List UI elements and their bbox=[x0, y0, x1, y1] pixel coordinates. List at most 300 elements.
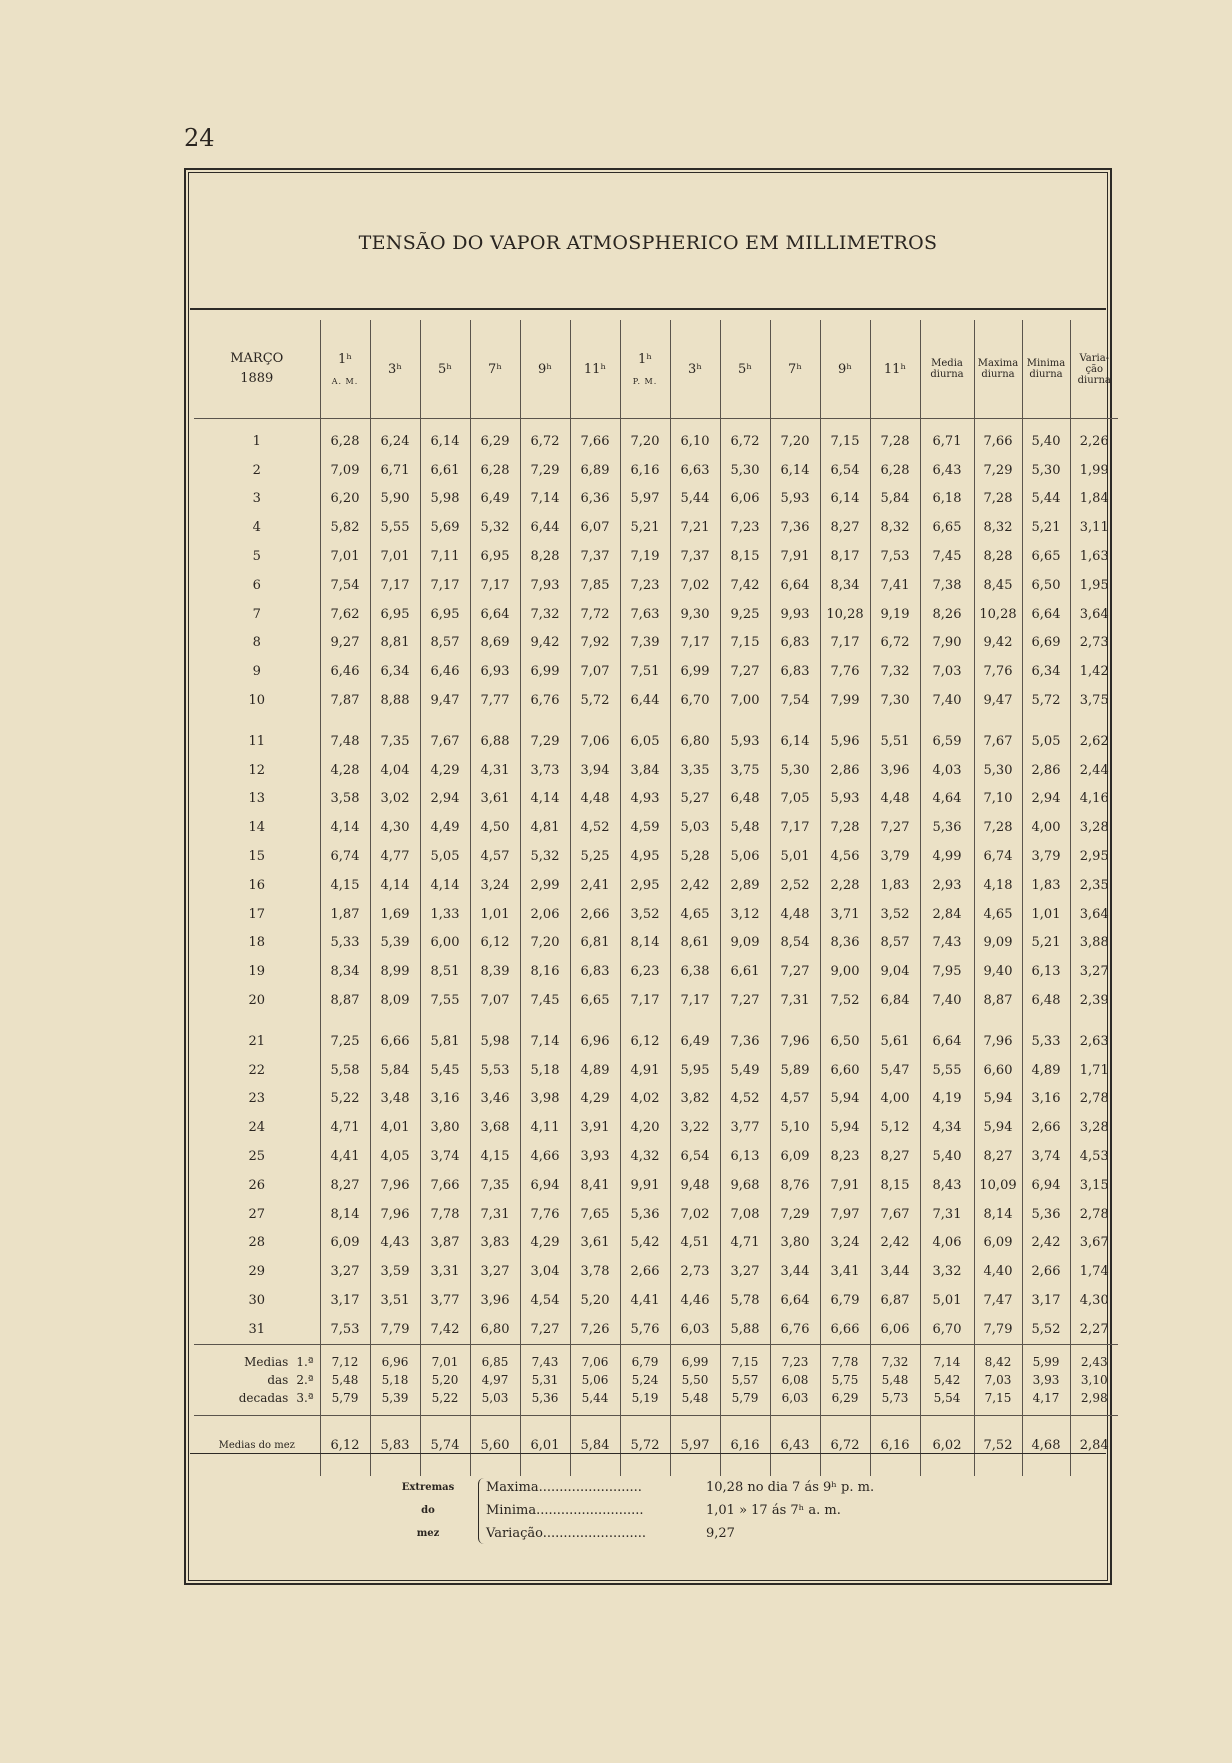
medias-mez-row bbox=[194, 1415, 1118, 1476]
value-cell: 9,09 bbox=[720, 929, 770, 958]
day-cell: 30 bbox=[248, 1293, 266, 1308]
table-row bbox=[194, 986, 1118, 1015]
decade-value: 6,03 bbox=[781, 1390, 809, 1405]
value-cell: 4,52 bbox=[570, 813, 620, 842]
value-cell: 4,59 bbox=[620, 813, 670, 842]
value-cell: 7,45 bbox=[920, 542, 974, 571]
value-cell: 5,39 bbox=[370, 929, 420, 958]
table-row bbox=[194, 1142, 1118, 1171]
value-cell: 6,61 bbox=[720, 957, 770, 986]
value-cell: 3,35 bbox=[670, 756, 720, 785]
value-cell: 4,91 bbox=[620, 1056, 670, 1085]
day-cell: 25 bbox=[248, 1149, 266, 1165]
gap-cell bbox=[670, 1015, 720, 1027]
value-cell: 5,01 bbox=[770, 842, 820, 871]
decade-values-cell bbox=[420, 1344, 470, 1415]
gap-cell bbox=[1070, 1015, 1118, 1027]
value-cell: 4,00 bbox=[870, 1085, 920, 1114]
value-cell: 7,28 bbox=[974, 813, 1022, 842]
table-row bbox=[194, 419, 1118, 456]
value-cell: 7,55 bbox=[420, 986, 470, 1015]
value-cell: 7,07 bbox=[470, 986, 520, 1015]
value-cell: 7,17 bbox=[770, 813, 820, 842]
value-cell: 6,64 bbox=[470, 600, 520, 629]
value-cell: 4,15 bbox=[320, 871, 370, 900]
value-cell: 8,32 bbox=[870, 513, 920, 542]
value-cell: 6,64 bbox=[1022, 600, 1070, 629]
gap-cell bbox=[770, 1015, 820, 1027]
day-cell: 6 bbox=[252, 577, 261, 593]
value-cell: 7,35 bbox=[370, 727, 420, 756]
value-cell: 5,44 bbox=[670, 485, 720, 514]
value-cell: 8,69 bbox=[470, 629, 520, 658]
value-cell: 5,98 bbox=[420, 485, 470, 514]
value-cell: 6,64 bbox=[770, 1286, 820, 1315]
value-cell: 3,93 bbox=[570, 1142, 620, 1171]
value-cell: 5,21 bbox=[620, 513, 670, 542]
value-cell: 3,75 bbox=[1070, 686, 1118, 715]
medias-word: das bbox=[267, 1372, 289, 1387]
value-cell: 6,13 bbox=[1022, 957, 1070, 986]
day-cell: 24 bbox=[248, 1120, 266, 1136]
value-cell: 6,93 bbox=[470, 657, 520, 686]
value-cell: 6,43 bbox=[920, 456, 974, 485]
value-cell: 5,45 bbox=[420, 1056, 470, 1085]
gap-cell bbox=[820, 715, 870, 727]
value-cell: 4,65 bbox=[670, 900, 720, 929]
value-cell: 6,60 bbox=[974, 1056, 1022, 1085]
value-cell: 6,44 bbox=[520, 513, 570, 542]
table-frame bbox=[184, 168, 1112, 1585]
value-cell: 5,30 bbox=[720, 456, 770, 485]
value-cell: 8,99 bbox=[370, 957, 420, 986]
value-cell: 2,78 bbox=[1070, 1085, 1118, 1114]
medias-word: decadas bbox=[238, 1390, 289, 1405]
decade-value: 5,50 bbox=[681, 1372, 709, 1387]
value-cell: 7,40 bbox=[920, 986, 974, 1015]
value-cell: 6,36 bbox=[570, 485, 620, 514]
value-cell: 5,93 bbox=[820, 785, 870, 814]
value-cell: 7,20 bbox=[770, 419, 820, 456]
value-cell: 4,29 bbox=[520, 1229, 570, 1258]
decade-value: 6,29 bbox=[831, 1390, 859, 1405]
value-cell: 9,30 bbox=[670, 600, 720, 629]
value-cell: 4,01 bbox=[370, 1113, 420, 1142]
value-cell: 6,07 bbox=[570, 513, 620, 542]
value-cell: 6,49 bbox=[670, 1027, 720, 1056]
gap-cell bbox=[720, 1015, 770, 1027]
value-cell: 7,28 bbox=[820, 813, 870, 842]
value-cell: 7,27 bbox=[870, 813, 920, 842]
decade-value: 5,79 bbox=[731, 1390, 759, 1405]
value-cell: 7,37 bbox=[670, 542, 720, 571]
value-cell: 7,87 bbox=[320, 686, 370, 715]
value-cell: 5,40 bbox=[1022, 419, 1070, 456]
value-cell: 8,51 bbox=[420, 957, 470, 986]
value-cell: 6,87 bbox=[870, 1286, 920, 1315]
value-cell: 6,71 bbox=[920, 419, 974, 456]
value-cell: 7,02 bbox=[670, 571, 720, 600]
value-cell: 8,54 bbox=[770, 929, 820, 958]
value-cell: 4,14 bbox=[420, 871, 470, 900]
extremas-label: mez bbox=[416, 1528, 440, 1539]
value-cell: 7,21 bbox=[670, 513, 720, 542]
value-cell: 7,79 bbox=[974, 1315, 1022, 1344]
value-cell: 4,30 bbox=[370, 813, 420, 842]
table-row bbox=[194, 929, 1118, 958]
value-cell: 8,34 bbox=[320, 957, 370, 986]
extremas-block bbox=[186, 1476, 1114, 1566]
table-row bbox=[194, 542, 1118, 571]
value-cell: 6,69 bbox=[1022, 629, 1070, 658]
value-cell: 5,03 bbox=[670, 813, 720, 842]
value-cell: 5,30 bbox=[1022, 456, 1070, 485]
value-cell: 4,54 bbox=[520, 1286, 570, 1315]
table-row bbox=[194, 1200, 1118, 1229]
value-cell: 5,88 bbox=[720, 1315, 770, 1344]
value-cell: 5,10 bbox=[770, 1113, 820, 1142]
value-cell: 4,34 bbox=[920, 1113, 974, 1142]
value-cell: 6,16 bbox=[620, 456, 670, 485]
medias-word: Medias bbox=[244, 1354, 289, 1369]
value-cell: 3,28 bbox=[1070, 1113, 1118, 1142]
value-cell: 7,10 bbox=[974, 785, 1022, 814]
value-cell: 8,34 bbox=[820, 571, 870, 600]
decade-value: 6,79 bbox=[631, 1354, 659, 1369]
value-cell: 4,81 bbox=[520, 813, 570, 842]
value-cell: 3,48 bbox=[370, 1085, 420, 1114]
decade-values-cell bbox=[770, 1344, 820, 1415]
table-row bbox=[194, 1229, 1118, 1258]
decade-value: 7,06 bbox=[581, 1354, 609, 1369]
value-cell: 3,11 bbox=[1070, 513, 1118, 542]
value-cell: 8,43 bbox=[920, 1171, 974, 1200]
value-cell: 7,29 bbox=[520, 456, 570, 485]
value-cell: 4,31 bbox=[470, 756, 520, 785]
value-cell: 6,74 bbox=[974, 842, 1022, 871]
maxima-value: 10,28 no dia 7 ás 9ʰ p. m. bbox=[706, 1480, 875, 1495]
value-cell: 4,29 bbox=[420, 756, 470, 785]
value-cell: 3,17 bbox=[1022, 1286, 1070, 1315]
decade-gap bbox=[194, 715, 1118, 727]
gap-cell bbox=[194, 1015, 320, 1027]
value-cell: 9,68 bbox=[720, 1171, 770, 1200]
value-cell: 4,30 bbox=[1070, 1286, 1118, 1315]
value-cell: 7,96 bbox=[370, 1171, 420, 1200]
value-cell: 7,17 bbox=[670, 986, 720, 1015]
value-cell: 4,53 bbox=[1070, 1142, 1118, 1171]
value-cell: 2,84 bbox=[920, 900, 974, 929]
value-cell: 6,54 bbox=[670, 1142, 720, 1171]
gap-cell bbox=[820, 1015, 870, 1027]
value-cell: 3,79 bbox=[870, 842, 920, 871]
value-cell: 9,00 bbox=[820, 957, 870, 986]
value-cell: 6,65 bbox=[570, 986, 620, 1015]
value-cell: 7,07 bbox=[570, 657, 620, 686]
value-cell: 7,29 bbox=[520, 727, 570, 756]
mez-value: 5,84 bbox=[570, 1415, 620, 1476]
decade-value: 6,08 bbox=[781, 1372, 809, 1387]
value-cell: 5,30 bbox=[974, 756, 1022, 785]
value-cell: 2,66 bbox=[570, 900, 620, 929]
value-cell: 1,84 bbox=[1070, 485, 1118, 514]
value-cell: 7,17 bbox=[470, 571, 520, 600]
value-cell: 8,28 bbox=[974, 542, 1022, 571]
value-cell: 4,71 bbox=[720, 1229, 770, 1258]
value-cell: 3,52 bbox=[870, 900, 920, 929]
value-cell: 8,76 bbox=[770, 1171, 820, 1200]
value-cell: 6,66 bbox=[370, 1027, 420, 1056]
value-cell: 7,67 bbox=[870, 1200, 920, 1229]
value-cell: 3,84 bbox=[620, 756, 670, 785]
value-cell: 2,42 bbox=[670, 871, 720, 900]
value-cell: 3,82 bbox=[670, 1085, 720, 1114]
day-cell: 7 bbox=[252, 606, 261, 622]
value-cell: 7,76 bbox=[520, 1200, 570, 1229]
value-cell: 4,99 bbox=[920, 842, 974, 871]
value-cell: 6,12 bbox=[620, 1027, 670, 1056]
value-cell: 6,03 bbox=[670, 1315, 720, 1344]
value-cell: 7,52 bbox=[820, 986, 870, 1015]
mez-value: 6,43 bbox=[770, 1415, 820, 1476]
value-cell: 2,73 bbox=[670, 1257, 720, 1286]
day-cell: 26 bbox=[248, 1177, 266, 1193]
value-cell: 6,06 bbox=[720, 485, 770, 514]
value-cell: 2,99 bbox=[520, 871, 570, 900]
value-cell: 6,29 bbox=[470, 419, 520, 456]
value-cell: 2,95 bbox=[620, 871, 670, 900]
hour-header: 11ʰ bbox=[570, 320, 620, 419]
value-cell: 7,91 bbox=[820, 1171, 870, 1200]
medias-decadas-label bbox=[194, 1344, 320, 1415]
value-cell: 7,15 bbox=[720, 629, 770, 658]
decade-value: 7,78 bbox=[831, 1354, 859, 1369]
value-cell: 6,99 bbox=[670, 657, 720, 686]
value-cell: 7,37 bbox=[570, 542, 620, 571]
table-row bbox=[194, 727, 1118, 756]
value-cell: 3,44 bbox=[770, 1257, 820, 1286]
value-cell: 3,83 bbox=[470, 1229, 520, 1258]
value-cell: 4,14 bbox=[520, 785, 570, 814]
value-cell: 7,14 bbox=[520, 1027, 570, 1056]
value-cell: 2,93 bbox=[920, 871, 974, 900]
value-cell: 7,17 bbox=[620, 986, 670, 1015]
value-cell: 4,05 bbox=[370, 1142, 420, 1171]
value-cell: 3,68 bbox=[470, 1113, 520, 1142]
gap-cell bbox=[470, 715, 520, 727]
day-cell: 31 bbox=[248, 1321, 266, 1337]
value-cell: 6,83 bbox=[770, 629, 820, 658]
value-cell: 7,36 bbox=[770, 513, 820, 542]
value-cell: 6,89 bbox=[570, 456, 620, 485]
value-cell: 3,77 bbox=[420, 1286, 470, 1315]
value-cell: 5,58 bbox=[320, 1056, 370, 1085]
value-cell: 8,57 bbox=[420, 629, 470, 658]
value-cell: 7,25 bbox=[320, 1027, 370, 1056]
decade-values-cell bbox=[320, 1344, 370, 1415]
decade-value: 5,19 bbox=[631, 1390, 659, 1405]
gap-cell bbox=[1070, 715, 1118, 727]
value-cell: 5,27 bbox=[670, 785, 720, 814]
decade-values-cell bbox=[1022, 1344, 1070, 1415]
value-cell: 5,52 bbox=[1022, 1315, 1070, 1344]
value-cell: 9,42 bbox=[974, 629, 1022, 658]
decade-value: 7,32 bbox=[881, 1354, 909, 1369]
decade-value: 5,99 bbox=[1032, 1354, 1060, 1369]
decade-value: 6,96 bbox=[381, 1354, 409, 1369]
decade-values-cell bbox=[470, 1344, 520, 1415]
value-cell: 2,66 bbox=[1022, 1257, 1070, 1286]
table-row bbox=[194, 686, 1118, 715]
value-cell: 6,95 bbox=[420, 600, 470, 629]
gap-cell bbox=[720, 715, 770, 727]
value-cell: 4,89 bbox=[570, 1056, 620, 1085]
vapor-table bbox=[194, 320, 1118, 1476]
value-cell: 5,61 bbox=[870, 1027, 920, 1056]
decade-value: 5,44 bbox=[581, 1390, 609, 1405]
value-cell: 4,51 bbox=[670, 1229, 720, 1258]
value-cell: 1,83 bbox=[870, 871, 920, 900]
value-cell: 3,41 bbox=[820, 1257, 870, 1286]
value-cell: 6,72 bbox=[720, 419, 770, 456]
value-cell: 4,46 bbox=[670, 1286, 720, 1315]
value-cell: 6,46 bbox=[420, 657, 470, 686]
table-row bbox=[194, 600, 1118, 629]
value-cell: 3,94 bbox=[570, 756, 620, 785]
table-row bbox=[194, 842, 1118, 871]
mez-value: 6,16 bbox=[720, 1415, 770, 1476]
mez-value: 2,84 bbox=[1070, 1415, 1118, 1476]
mez-value: 7,52 bbox=[974, 1415, 1022, 1476]
gap-cell bbox=[520, 1015, 570, 1027]
value-cell: 10,28 bbox=[820, 600, 870, 629]
value-cell: 2,89 bbox=[720, 871, 770, 900]
value-cell: 6,44 bbox=[620, 686, 670, 715]
decade-value: 5,39 bbox=[381, 1390, 409, 1405]
value-cell: 5,42 bbox=[620, 1229, 670, 1258]
table-row bbox=[194, 1171, 1118, 1200]
value-cell: 3,15 bbox=[1070, 1171, 1118, 1200]
gap-cell bbox=[1022, 1015, 1070, 1027]
hour-header: 11ʰ bbox=[870, 320, 920, 419]
value-cell: 10,09 bbox=[974, 1171, 1022, 1200]
value-cell: 6,28 bbox=[870, 456, 920, 485]
value-cell: 5,12 bbox=[870, 1113, 920, 1142]
value-cell: 5,94 bbox=[820, 1113, 870, 1142]
value-cell: 7,27 bbox=[520, 1315, 570, 1344]
value-cell: 7,38 bbox=[920, 571, 974, 600]
decade-values-cell bbox=[720, 1344, 770, 1415]
decade-values-cell bbox=[820, 1344, 870, 1415]
value-cell: 6,34 bbox=[370, 657, 420, 686]
gap-cell bbox=[194, 715, 320, 727]
gap-cell bbox=[370, 715, 420, 727]
value-cell: 7,65 bbox=[570, 1200, 620, 1229]
mez-value: 5,72 bbox=[620, 1415, 670, 1476]
value-cell: 3,64 bbox=[1070, 900, 1118, 929]
value-cell: 8,14 bbox=[620, 929, 670, 958]
mez-value: 6,12 bbox=[320, 1415, 370, 1476]
value-cell: 2,66 bbox=[620, 1257, 670, 1286]
value-cell: 3,58 bbox=[320, 785, 370, 814]
value-cell: 6,72 bbox=[870, 629, 920, 658]
minima-header: Minima diurna bbox=[1022, 320, 1070, 419]
value-cell: 5,72 bbox=[1022, 686, 1070, 715]
hour-header: 7ʰ bbox=[770, 320, 820, 419]
value-cell: 5,94 bbox=[974, 1113, 1022, 1142]
value-cell: 6,65 bbox=[1022, 542, 1070, 571]
gap-cell bbox=[870, 1015, 920, 1027]
value-cell: 5,89 bbox=[770, 1056, 820, 1085]
value-cell: 6,49 bbox=[470, 485, 520, 514]
value-cell: 4,95 bbox=[620, 842, 670, 871]
value-cell: 4,57 bbox=[770, 1085, 820, 1114]
value-cell: 7,45 bbox=[520, 986, 570, 1015]
value-cell: 1,33 bbox=[420, 900, 470, 929]
value-cell: 3,64 bbox=[1070, 600, 1118, 629]
maxima-label: Maxima......................... bbox=[486, 1480, 642, 1495]
table-row bbox=[194, 571, 1118, 600]
value-cell: 5,90 bbox=[370, 485, 420, 514]
value-cell: 7,17 bbox=[670, 629, 720, 658]
value-cell: 5,96 bbox=[820, 727, 870, 756]
table-row bbox=[194, 1027, 1118, 1056]
value-cell: 9,04 bbox=[870, 957, 920, 986]
value-cell: 6,48 bbox=[1022, 986, 1070, 1015]
value-cell: 7,99 bbox=[820, 686, 870, 715]
value-cell: 6,09 bbox=[320, 1229, 370, 1258]
decade-value: 6,85 bbox=[481, 1354, 509, 1369]
value-cell: 10,28 bbox=[974, 600, 1022, 629]
month-header bbox=[194, 320, 320, 419]
value-cell: 7,95 bbox=[920, 957, 974, 986]
brace bbox=[478, 1478, 485, 1544]
value-cell: 1,99 bbox=[1070, 456, 1118, 485]
hour-header: 9ʰ bbox=[520, 320, 570, 419]
value-cell: 2,52 bbox=[770, 871, 820, 900]
value-cell: 1,71 bbox=[1070, 1056, 1118, 1085]
day-cell: 18 bbox=[248, 935, 266, 951]
value-cell: 7,40 bbox=[920, 686, 974, 715]
value-cell: 8,87 bbox=[974, 986, 1022, 1015]
day-cell: 27 bbox=[248, 1206, 266, 1222]
value-cell: 3,32 bbox=[920, 1257, 974, 1286]
value-cell: 6,14 bbox=[420, 419, 470, 456]
value-cell: 6,09 bbox=[974, 1229, 1022, 1258]
value-cell: 6,64 bbox=[920, 1027, 974, 1056]
gap-cell bbox=[570, 715, 620, 727]
value-cell: 3,24 bbox=[820, 1229, 870, 1258]
decade-value: 5,18 bbox=[381, 1372, 409, 1387]
value-cell: 2,86 bbox=[820, 756, 870, 785]
value-cell: 8,28 bbox=[520, 542, 570, 571]
day-cell: 11 bbox=[248, 733, 266, 749]
day-cell: 15 bbox=[248, 849, 266, 865]
value-cell: 3,22 bbox=[670, 1113, 720, 1142]
value-cell: 7,02 bbox=[670, 1200, 720, 1229]
value-cell: 7,09 bbox=[320, 456, 370, 485]
value-cell: 6,74 bbox=[320, 842, 370, 871]
value-cell: 7,11 bbox=[420, 542, 470, 571]
value-cell: 6,14 bbox=[770, 456, 820, 485]
hour-header: 5ʰ bbox=[420, 320, 470, 419]
value-cell: 4,41 bbox=[320, 1142, 370, 1171]
table-title: TENSÃO DO VAPOR ATMOSPHERICO EM MILLIMETROS bbox=[358, 232, 938, 254]
value-cell: 3,52 bbox=[620, 900, 670, 929]
value-cell: 6,60 bbox=[820, 1056, 870, 1085]
table-row bbox=[194, 513, 1118, 542]
medias-label-line bbox=[194, 1371, 314, 1389]
